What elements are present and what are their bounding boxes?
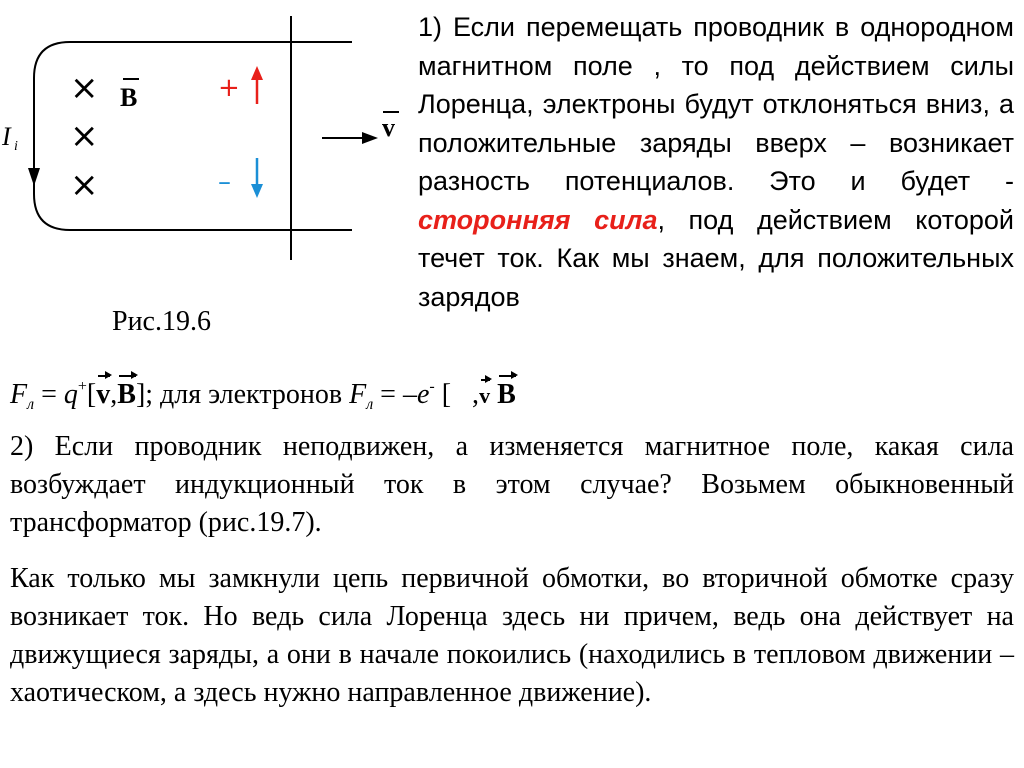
field-vector: B (117, 379, 136, 410)
current-arrow (28, 168, 40, 186)
charge-sign: + (77, 378, 87, 395)
paragraph-1 (418, 8, 1014, 316)
bracket-open-2: [ , (434, 379, 480, 410)
bracket-close: ]; (135, 379, 154, 410)
paragraph-1-text-end: , под действием которой течет ток. Как мы знаем, для положительных зарядов (418, 204, 1014, 312)
b-field-label: B (120, 83, 138, 112)
figure-19-6 (0, 0, 400, 300)
current-label: I (2, 122, 11, 151)
plus-sign: + (218, 73, 240, 103)
lorentz-formula (10, 378, 1014, 420)
velocity-vector-2: v (479, 383, 491, 408)
formula-text: для электронов (153, 379, 350, 410)
figure-caption: Рис.19.6 (112, 306, 211, 337)
paragraph-3: Как только мы замкнули цепь первичной обмотки, во вторичной обмотке сразу возникает ток. Но ведь сила Лоренца здесь ни причем, ведь она действует на движущиеся заряды, а они в начале покоились (находились в тепловом движении – хаотическом, а здесь нужно направленное движение). (10, 563, 1014, 708)
field-vector-2: B (497, 379, 516, 410)
field-cross: × (70, 116, 99, 156)
paragraph-1-text: 1) Если перемещать проводник в однородном магнитном поле , то под действием силы Лоренца, электроны будут отклоняться вниз, а положительные заряды вверх – возникает разность потенциалов. Это и будет - (418, 12, 1014, 196)
velocity-label: v (382, 113, 395, 142)
force-subscript-2: л (366, 396, 374, 413)
current-label-sub: i (14, 139, 18, 154)
force-symbol: F (10, 379, 28, 410)
electron-symbol: e (416, 379, 430, 410)
electron-sign: - (429, 378, 435, 395)
force-subscript: л (27, 396, 35, 413)
equals: = (34, 379, 64, 410)
bracket-open: [ (86, 379, 97, 410)
highlight-term: сторонняя сила (418, 204, 658, 235)
force-symbol-2: F (349, 379, 367, 410)
equals-minus: = – (373, 379, 417, 410)
paragraph-2: 2) Если проводник неподвижен, а изменяется магнитное поле, какая сила возбуждает индукционный ток в этом случае? Возьмем обыкновенный трансформатор (рис.19.7). (10, 431, 1014, 538)
field-cross: × (70, 68, 99, 108)
velocity-vector: v (96, 379, 111, 410)
charge-symbol: q (63, 379, 78, 410)
comma: , (110, 379, 118, 410)
minus-sign: – (218, 167, 231, 197)
field-cross: × (70, 165, 99, 205)
